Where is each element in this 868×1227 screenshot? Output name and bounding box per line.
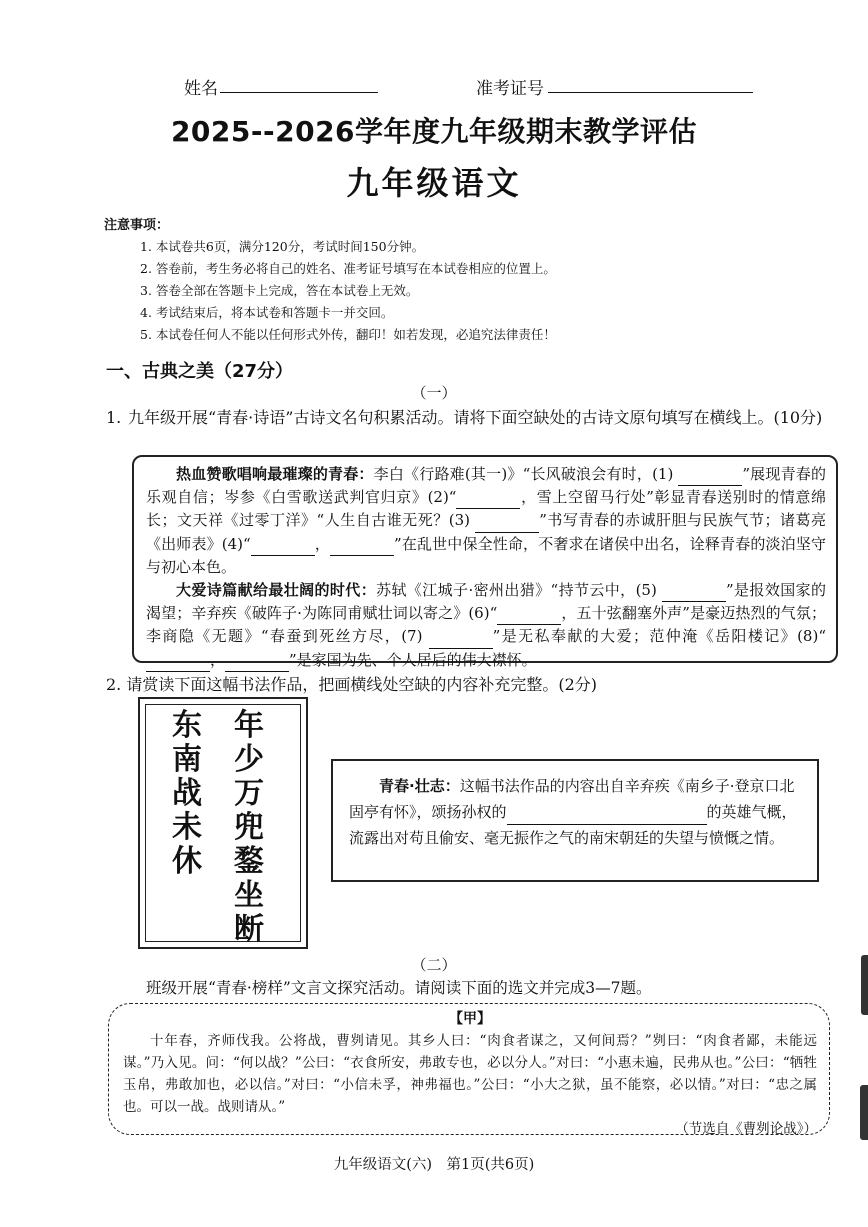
blank-7[interactable]: [429, 630, 493, 649]
blank-1[interactable]: [678, 467, 742, 486]
calligraphy-character: 万: [234, 776, 264, 811]
question-text: 九年级开展“青春·诗语”古诗文名句积累活动。请将下面空缺处的古诗文原句填写在横线上。(10分): [128, 408, 823, 427]
notice-list: [140, 236, 556, 346]
blank-8b[interactable]: [225, 653, 289, 672]
question-number: 1.: [106, 408, 122, 427]
calligraphy-character: 东: [172, 708, 202, 743]
blank-4a[interactable]: [251, 537, 315, 556]
notice-heading: 注意事项：: [104, 218, 170, 233]
exam-subject: 九年级语文: [346, 164, 522, 202]
text-label: 【甲】: [449, 1011, 491, 1027]
question-text: 请赏读下面这幅书法作品，把画横线处空缺的内容补充完整。(2分): [126, 675, 598, 694]
binding-edge-mark: [860, 1085, 868, 1140]
calligraphy-character: 未: [172, 810, 202, 845]
blank-6[interactable]: [497, 606, 561, 625]
calligraphy-column-2: [170, 709, 204, 879]
notice-item: 4. 考试结束后，将本试卷和答题卡一并交回。: [140, 305, 394, 320]
exam-id-label: 准考证号: [476, 79, 544, 99]
exam-id-field-underline[interactable]: [548, 74, 753, 93]
blank-3[interactable]: [475, 514, 539, 533]
paragraph-lead: 青春·壮志：: [379, 777, 460, 795]
blank-5[interactable]: [662, 583, 726, 602]
calligraphy-character: 年: [234, 708, 264, 743]
calligraphy-question-box: [331, 759, 819, 882]
notice-item: 3. 答卷全部在答题卡上完成，答在本试卷上无效。: [140, 283, 419, 298]
passage-paragraph: 大爱诗篇献给最壮阔的时代：苏轼《江城子·密州出猎》“持节云中，(5) ”是报效国家的渴望；辛弃疾《破阵子·为陈同甫赋壮词以寄之》(6)“ ，五十弦翻塞外声”是豪迈热烈的气氛；李商隐《无题》“春蚕到死丝方尽，(7) ”是无私奉献的大爱；范仲淹《岳阳楼记》(8)“， ”是家国为先、个人居后的伟大襟怀。: [146, 579, 826, 672]
calligraphy-character: 断: [234, 912, 264, 947]
blank-4b[interactable]: [330, 537, 394, 556]
notice-item: 5. 本试卷任何人不能以任何形式外传，翻印！如若发现，必追究法律责任！: [140, 327, 556, 342]
part-label: （二）: [411, 956, 457, 974]
box-paragraph: 青春·壮志：这幅书法作品的内容出自辛弃疾《南乡子·登京口北固亭有怀》，颂扬孙权的 的英雄气概，流露出对苟且偷安、毫无振作之气的南宋朝廷的失望与愤慨之情。: [349, 777, 797, 847]
blank-2[interactable]: [456, 490, 520, 509]
name-label: 姓名: [184, 79, 218, 99]
paragraph-lead: 热血赞歌唱响最璀璨的青春：: [176, 465, 374, 483]
calligraphy-character: 战: [172, 776, 202, 811]
section-heading: 一、古典之美（27分）: [106, 361, 294, 382]
calligraphy-character: 少: [234, 742, 264, 777]
paragraph-lead: 大爱诗篇献给最壮阔的时代：: [176, 581, 377, 600]
blank-8a[interactable]: [146, 653, 210, 672]
calligraphy-character: 南: [172, 742, 202, 777]
calligraphy-character: 坐: [234, 878, 264, 913]
page-footer: 九年级语文(六) 第1页(共6页): [333, 1157, 535, 1173]
classical-text: 十年春，齐师伐我。公将战，曹刿请见。其乡人曰：“肉食者谋之，又何间焉？”刿曰：“肉食者鄙，未能远谋。”乃入见。问：“何以战？”公曰：“衣食所安，弗敢专也，必以分人。”对曰：“小惠未遍，民弗从也。”公曰：“牺牲玉帛，弗敢加也，必以信。”对曰：“小信未孚，神弗福也。”公曰：“小大之狱，虽不能察，必以情。”对曰：“忠之属也。可以一战。战则请从。”: [123, 1033, 817, 1115]
question-number: 2.: [106, 675, 122, 694]
fill-in-passage-box: [132, 455, 838, 669]
calligraphy-character: 休: [172, 844, 202, 879]
exam-title: 2025--2026学年度九年级期末教学评估: [170, 115, 698, 148]
question-1: [106, 405, 836, 431]
calligraphy-inner-frame: [145, 704, 301, 942]
blank-q2[interactable]: [507, 806, 707, 825]
calligraphy-column-1: [232, 709, 266, 947]
calligraphy-character: 鍪: [234, 844, 264, 879]
calligraphy-character: 兜: [234, 810, 264, 845]
part-intro: 班级开展“青春·榜样”文言文探究活动。请阅读下面的选文并完成3—7题。: [146, 979, 652, 997]
question-2: [106, 672, 597, 695]
name-field-underline[interactable]: [220, 74, 378, 93]
text-source: （节选自《曹刿论战》）: [675, 1121, 817, 1137]
binding-edge-mark: [861, 955, 868, 1015]
notice-item: 2. 答卷前，考生务必将自己的姓名、准考证号填写在本试卷相应的位置上。: [140, 261, 556, 276]
part-label: （一）: [411, 384, 457, 402]
passage-paragraph: 热血赞歌唱响最璀璨的青春：李白《行路难(其一)》“长风破浪会有时，(1) ”展现青春的乐观自信；岑参《白雪歌送武判官归京》(2)“ ，雪上空留马行处”彰显青春送别时的情意绵长；文天祥《过零丁洋》“人生自古谁无死？(3) ”书写青春的赤诚肝胆与民族气节；诸葛亮《出师表》(4)“ ， ”在乱世中保全性命，不奢求在诸侯中出名，诠释青春的淡泊坚守与初心本色。: [146, 465, 827, 576]
classical-text-box: [108, 1003, 830, 1135]
calligraphy-artwork: [138, 697, 308, 949]
notice-item: 1. 本试卷共6页，满分120分，考试时间150分钟。: [140, 239, 425, 254]
